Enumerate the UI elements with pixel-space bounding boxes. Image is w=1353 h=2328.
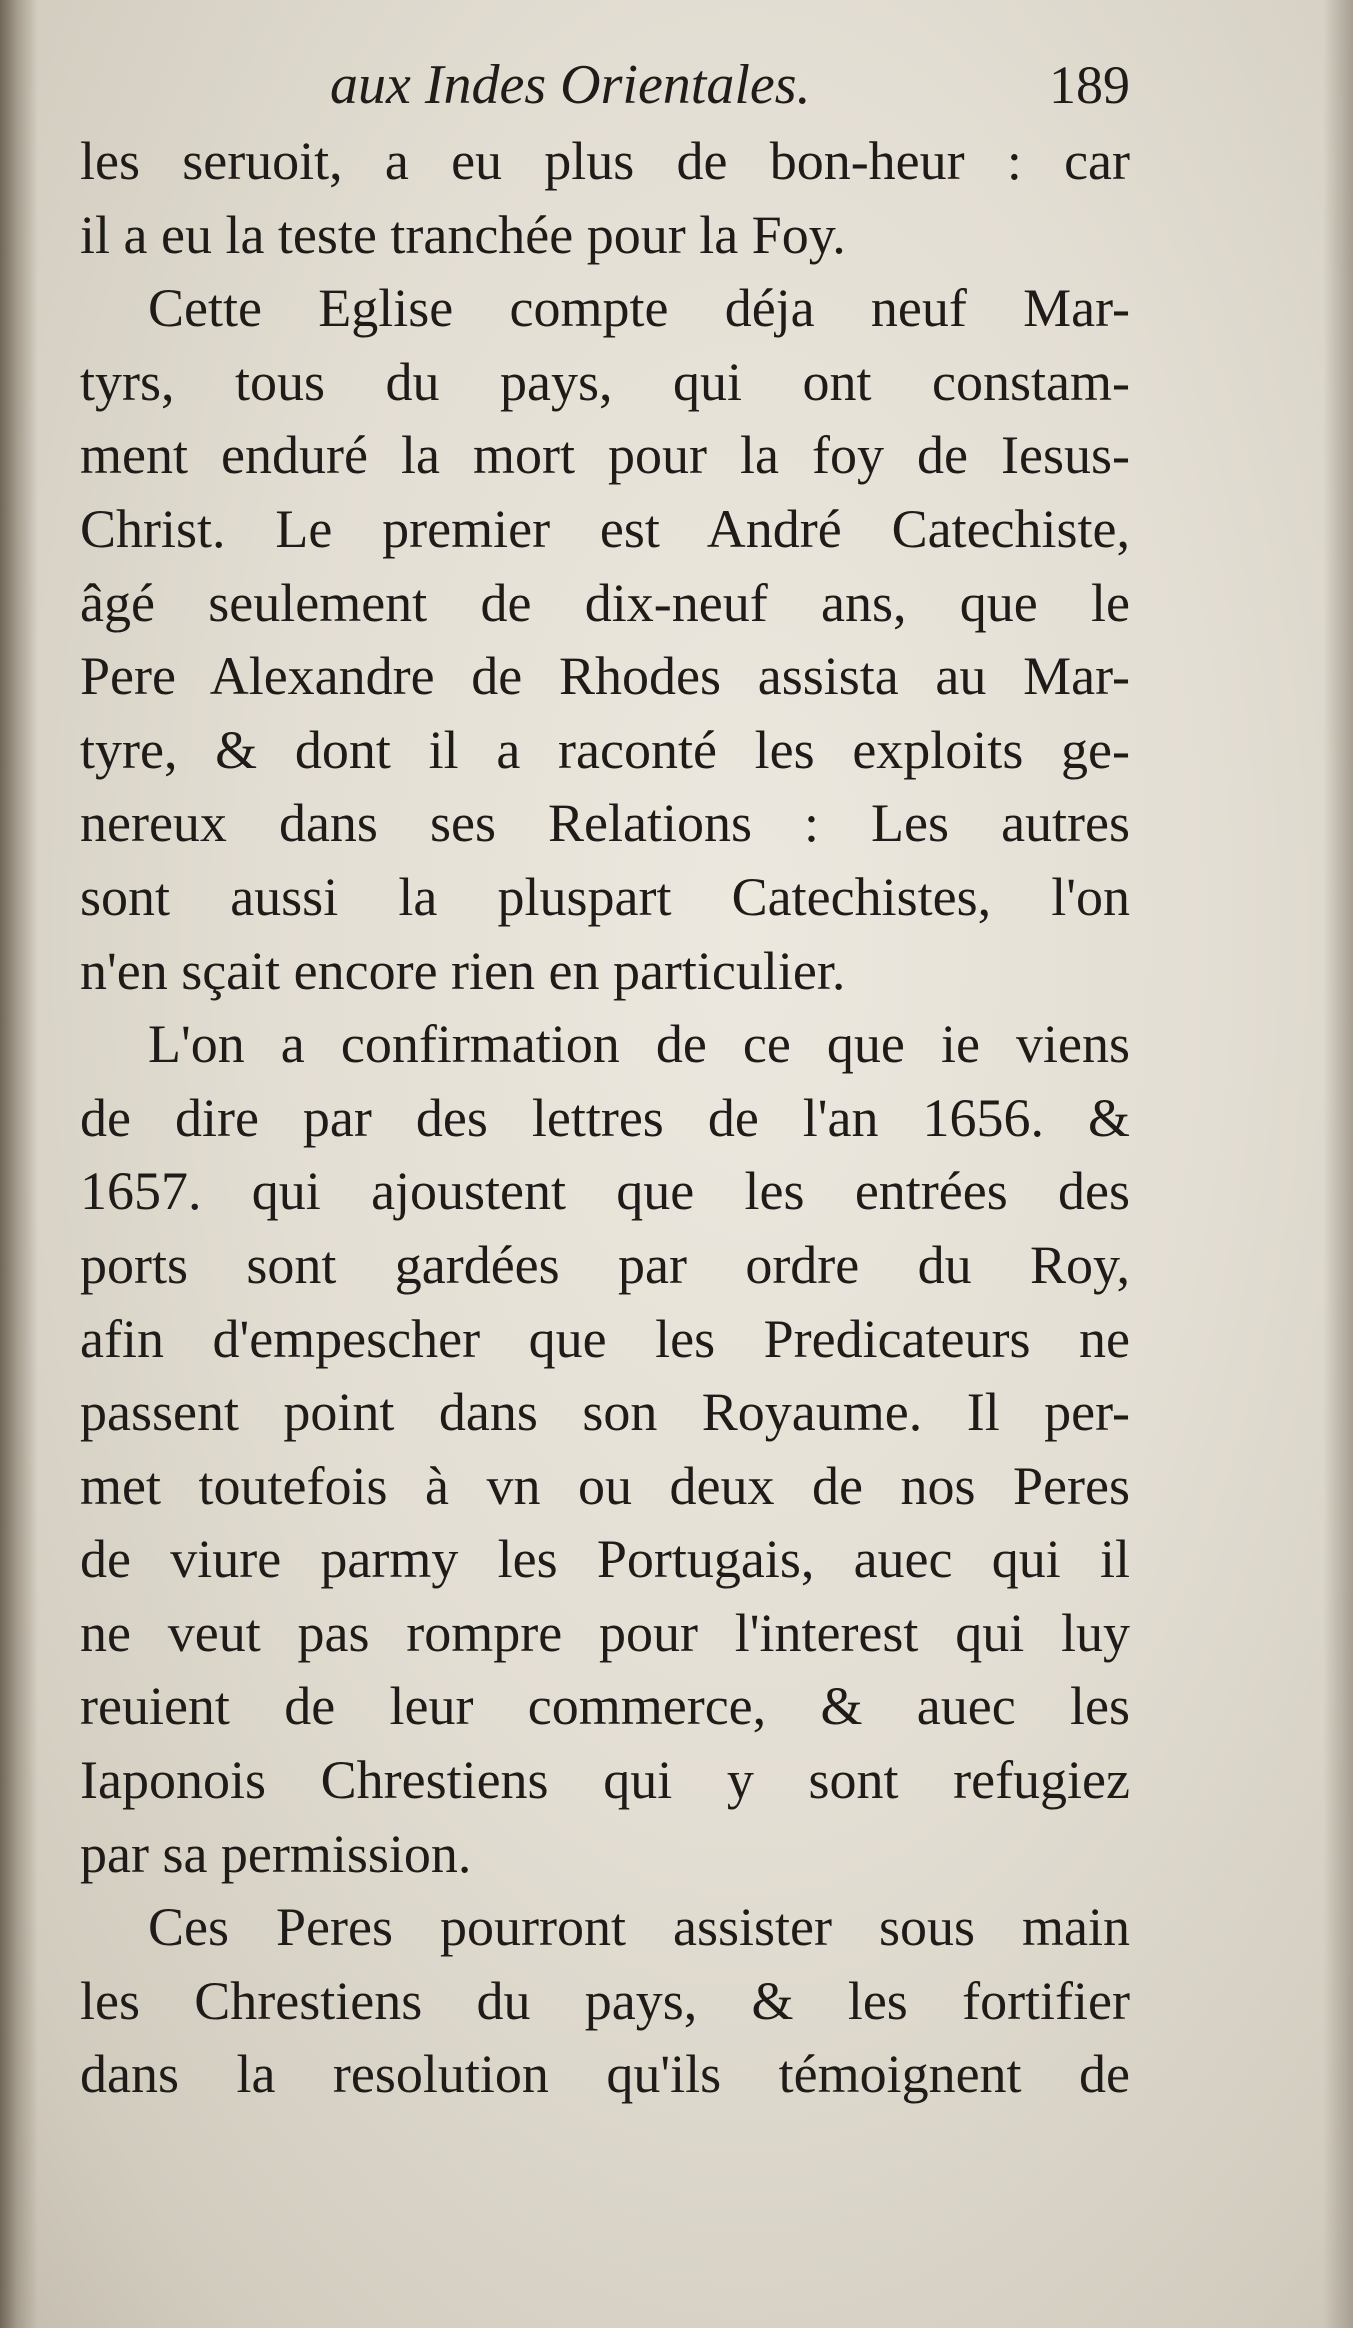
text-line: tyre, & dont il a raconté les exploits ge- — [80, 719, 1130, 780]
text-line: par sa permission. — [80, 1823, 472, 1884]
text-line: nereux dans ses Relations : Les autres — [80, 793, 1130, 854]
text-line: ports sont gardées par ordre du Roy, — [80, 1234, 1130, 1295]
text-line: il a eu la teste tranchée pour la Foy. — [80, 204, 846, 265]
text-line: de viure parmy les Portugais, auec qui il — [80, 1529, 1130, 1590]
paragraph-start-line: Ces Peres pourront assister sous main — [148, 1897, 1130, 1958]
text-line: sont aussi la pluspart Catechistes, l'on — [80, 866, 1130, 927]
text-line: tyrs, tous du pays, qui ont constam- — [80, 351, 1130, 412]
text-line: les Chrestiens du pays, & les fortifier — [80, 1970, 1130, 2031]
text-line: dans la resolution qu'ils témoignent de — [80, 2044, 1130, 2105]
page-header — [330, 50, 1130, 120]
text-line: n'en sçait encore rien en particulier. — [80, 940, 846, 1001]
text-line: Iaponois Chrestiens qui y sont refugiez — [80, 1750, 1130, 1811]
text-line: de dire par des lettres de l'an 1656. & — [80, 1087, 1130, 1148]
page-number: 189 — [1049, 55, 1130, 115]
text-line: passent point dans son Royaume. Il per- — [80, 1382, 1130, 1443]
body-text — [80, 125, 1130, 2112]
text-line: Pere Alexandre de Rhodes assista au Mar- — [80, 646, 1130, 707]
text-line: âgé seulement de dix-neuf ans, que le — [80, 572, 1130, 633]
text-line: ment enduré la mort pour la foy de Iesus- — [80, 425, 1130, 486]
text-line: met toutefois à vn ou deux de nos Peres — [80, 1455, 1130, 1516]
text-line: reuient de leur commerce, & auec les — [80, 1676, 1130, 1737]
running-title: aux Indes Orientales. — [330, 54, 811, 116]
text-line: les seruoit, a eu plus de bon-heur : car — [80, 131, 1130, 191]
paragraph-start-line: Cette Eglise compte déja neuf Mar- — [148, 278, 1130, 339]
text-line: ne veut pas rompre pour l'interest qui luy — [80, 1602, 1130, 1663]
paragraph-start-line: L'on a confirmation de ce que ie viens — [148, 1014, 1130, 1075]
text-line: 1657. qui ajoustent que les entrées des — [80, 1161, 1130, 1222]
text-line: Christ. Le premier est André Catechiste, — [80, 498, 1130, 559]
text-line: afin d'empescher que les Predicateurs ne — [80, 1308, 1130, 1369]
